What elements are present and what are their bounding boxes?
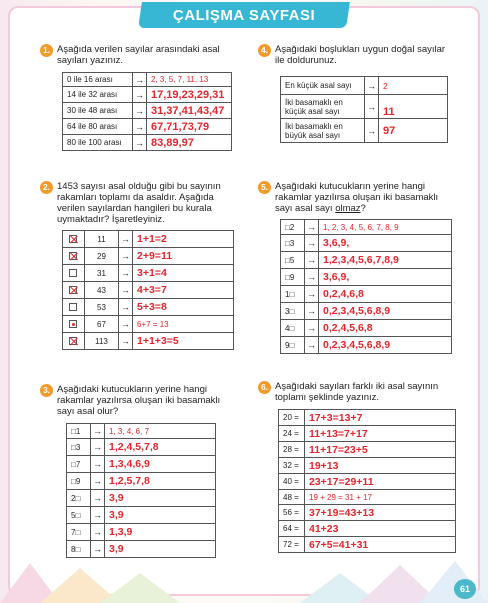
number-value: 31 — [85, 265, 119, 282]
arrow-icon: → — [91, 541, 105, 558]
row-label: 64 ile 80 arası — [63, 119, 133, 135]
question-3 — [40, 384, 245, 417]
row-label: 1□ — [281, 286, 305, 303]
arrow-icon: → — [133, 87, 147, 103]
empty-box-icon — [69, 269, 77, 277]
answer: 2 — [379, 77, 448, 95]
answer: 17,19,23,29,31 — [147, 87, 232, 103]
row-label: 2□ — [67, 490, 91, 507]
checkbox[interactable] — [63, 248, 85, 265]
row-label: □1 — [67, 424, 91, 439]
row-label: 4□ — [281, 320, 305, 337]
answer: 1+1+3=5 — [133, 333, 234, 350]
table-row — [67, 507, 216, 524]
answer: 67,71,73,79 — [147, 119, 232, 135]
row-label: 7□ — [67, 524, 91, 541]
table-row — [63, 299, 234, 316]
table-row — [279, 521, 456, 537]
answer: 4+3=7 — [133, 282, 234, 299]
table-row — [281, 320, 452, 337]
question-4 — [258, 44, 478, 66]
row-label: 48 = — [279, 490, 305, 505]
row-label: □3 — [281, 235, 305, 252]
row-label: 28 = — [279, 442, 305, 458]
arrow-icon: → — [119, 282, 133, 299]
table-row — [279, 410, 456, 426]
answer: 3+1=4 — [133, 265, 234, 282]
question-text: sayı asal olur? — [57, 406, 119, 417]
table-row — [281, 303, 452, 320]
answer: 0,2,4,6,8 — [319, 286, 452, 303]
row-label: İki basamaklı en büyük asal sayı — [281, 119, 365, 143]
number-value: 113 — [85, 333, 119, 350]
arrow-icon: → — [305, 320, 319, 337]
arrow-icon: → — [119, 333, 133, 350]
empty-box-icon — [69, 303, 77, 311]
table-row — [279, 474, 456, 490]
arrow-icon: → — [365, 77, 379, 95]
q2-table — [62, 230, 234, 350]
row-label: 3□ — [281, 303, 305, 320]
answer: 17+3=13+7 — [305, 410, 456, 426]
dot-mark-icon — [69, 320, 77, 328]
row-label: En küçük asal sayı — [281, 77, 365, 95]
question-number: 3. — [40, 384, 53, 397]
answer: 0,2,3,4,5,6,8,9 — [319, 337, 452, 354]
question-text: rakamlar yazılırsa oluşan iki basamaklı — [57, 395, 221, 406]
number-value: 67 — [85, 316, 119, 333]
arrow-icon: → — [133, 119, 147, 135]
answer: 97 — [379, 119, 448, 143]
arrow-icon: → — [133, 73, 147, 87]
row-label: 30 ile 48 arası — [63, 103, 133, 119]
arrow-icon: → — [305, 269, 319, 286]
arrow-icon: → — [91, 456, 105, 473]
checkbox[interactable] — [63, 231, 85, 248]
answer: 23+17=29+11 — [305, 474, 456, 490]
answer: 6+7 = 13 — [133, 316, 234, 333]
table-row — [279, 426, 456, 442]
table-row — [63, 316, 234, 333]
arrow-icon: → — [119, 248, 133, 265]
question-text: Aşağıdaki kutucukların yerine hangi — [275, 181, 425, 192]
row-label: 32 = — [279, 458, 305, 474]
arrow-icon: → — [305, 235, 319, 252]
row-label: İki basamaklı en küçük asal sayı — [281, 95, 365, 119]
question-text: sayı asal sayı — [275, 203, 336, 214]
table-row — [67, 439, 216, 456]
checkbox[interactable] — [63, 299, 85, 316]
table-row — [279, 490, 456, 505]
answer: 1,3,9 — [105, 524, 216, 541]
answer: 41+23 — [305, 521, 456, 537]
question-text: 1453 sayısı asal olduğu gibi bu sayının — [57, 181, 221, 192]
q1-table — [62, 72, 232, 151]
row-label: 5□ — [67, 507, 91, 524]
answer: 11+17=23+5 — [305, 442, 456, 458]
arrow-icon: → — [91, 507, 105, 524]
q4-table — [280, 76, 448, 143]
table-row — [279, 505, 456, 521]
table-row — [281, 286, 452, 303]
arrow-icon: → — [365, 119, 379, 143]
answer: 11 — [379, 95, 448, 119]
table-row — [63, 103, 232, 119]
arrow-icon: → — [91, 524, 105, 541]
answer: 2, 3, 5, 7, 11, 13 — [147, 73, 232, 87]
answer: 1,2,5,7,8 — [105, 473, 216, 490]
table-row — [67, 524, 216, 541]
answer: 11+13=7+17 — [305, 426, 456, 442]
answer: 31,37,41,43,47 — [147, 103, 232, 119]
arrow-icon: → — [133, 135, 147, 151]
row-label: 80 ile 100 arası — [63, 135, 133, 151]
row-label: 14 ile 32 arası — [63, 87, 133, 103]
table-row — [63, 87, 232, 103]
arrow-icon: → — [305, 220, 319, 235]
table-row — [281, 337, 452, 354]
answer: 37+19=43+13 — [305, 505, 456, 521]
table-row — [281, 235, 452, 252]
row-label: 72 = — [279, 537, 305, 553]
question-text: sayıları yazınız. — [57, 55, 123, 66]
question-2 — [40, 181, 245, 225]
table-row — [67, 541, 216, 558]
cross-mark-icon — [69, 337, 77, 345]
checkbox[interactable] — [63, 282, 85, 299]
row-label: 9□ — [281, 337, 305, 354]
question-text: ile doldurunuz. — [275, 55, 337, 66]
answer: 3,9 — [105, 507, 216, 524]
table-row — [67, 456, 216, 473]
row-label: 56 = — [279, 505, 305, 521]
answer: 3,9 — [105, 541, 216, 558]
checkbox[interactable] — [63, 333, 85, 350]
row-label: □2 — [281, 220, 305, 235]
question-5: 5. Aşağıdaki kutucukların yerine hangi rakamlar yazılırsa oluşan iki basamaklı sayı asal sayı olmaz? — [258, 181, 478, 214]
table-row — [63, 135, 232, 151]
answer: 1,2,4,5,7,8 — [105, 439, 216, 456]
row-label: □9 — [67, 473, 91, 490]
cross-mark-icon — [69, 235, 77, 243]
answer: 0,2,4,5,6,8 — [319, 320, 452, 337]
answer: 1,3,4,6,9 — [105, 456, 216, 473]
row-label: 24 = — [279, 426, 305, 442]
arrow-icon: → — [91, 439, 105, 456]
row-label: □3 — [67, 439, 91, 456]
row-label: 0 ile 16 arası — [63, 73, 133, 87]
question-1 — [40, 44, 240, 66]
number-value: 11 — [85, 231, 119, 248]
question-text-underlined: olmaz — [335, 203, 361, 214]
title-banner — [138, 2, 350, 28]
q5-table — [280, 219, 452, 354]
arrow-icon: → — [91, 473, 105, 490]
question-text: Aşağıda verilen sayılar arasındaki asal — [57, 44, 220, 55]
arrow-icon: → — [119, 316, 133, 333]
checkbox[interactable] — [63, 265, 85, 282]
question-number: 4. — [258, 44, 271, 57]
row-label: □9 — [281, 269, 305, 286]
table-row — [281, 95, 448, 119]
arrow-icon: → — [305, 303, 319, 320]
answer: 3,6,9, — [319, 235, 452, 252]
table-row — [281, 77, 448, 95]
answer: 1, 3, 4, 6, 7 — [105, 424, 216, 439]
table-row — [279, 442, 456, 458]
table-row — [281, 269, 452, 286]
question-6 — [258, 381, 478, 403]
question-text: Aşağıdaki kutucukların yerine hangi — [57, 384, 207, 395]
row-label: □5 — [281, 252, 305, 269]
number-value: 53 — [85, 299, 119, 316]
answer: 5+3=8 — [133, 299, 234, 316]
table-row — [67, 424, 216, 439]
table-row — [281, 119, 448, 143]
question-text: Aşağıdaki sayıları farklı iki asal sayının — [275, 381, 439, 392]
arrow-icon: → — [305, 337, 319, 354]
q3-table — [66, 423, 216, 558]
table-row — [281, 252, 452, 269]
question-text: uymaktadır? İşaretleyiniz. — [57, 214, 165, 225]
page-number: 61 — [454, 579, 476, 599]
answer: 83,89,97 — [147, 135, 232, 151]
arrow-icon: → — [91, 490, 105, 507]
q6-table — [278, 409, 456, 553]
cross-mark-icon — [69, 286, 77, 294]
row-label: 20 = — [279, 410, 305, 426]
answer: 3,6,9, — [319, 269, 452, 286]
number-value: 29 — [85, 248, 119, 265]
arrow-icon: → — [365, 95, 379, 119]
table-row — [63, 119, 232, 135]
answer: 67+5=41+31 — [305, 537, 456, 553]
answer: 1, 2, 3, 4, 5, 6, 7, 8, 9 — [319, 220, 452, 235]
answer: 3,9 — [105, 490, 216, 507]
table-row — [67, 490, 216, 507]
question-number: 2. — [40, 181, 53, 194]
table-row — [67, 473, 216, 490]
cross-mark-icon — [69, 252, 77, 260]
question-text: verilen sayılardan hangileri bu kurala — [57, 203, 212, 214]
row-label: 64 = — [279, 521, 305, 537]
page-title: ÇALIŞMA SAYFASI — [172, 6, 316, 24]
answer: 19+13 — [305, 458, 456, 474]
row-label: 40 = — [279, 474, 305, 490]
question-text: rakamlar yazılırsa oluşan iki basamaklı — [275, 192, 439, 203]
question-text: rakamları toplamı da asaldır. Aşağıda — [57, 192, 214, 203]
table-row — [63, 73, 232, 87]
table-row — [279, 458, 456, 474]
checkbox[interactable] — [63, 316, 85, 333]
arrow-icon: → — [119, 231, 133, 248]
answer: 1,2,3,4,5,6,7,8,9 — [319, 252, 452, 269]
table-row — [63, 248, 234, 265]
answer: 1+1=2 — [133, 231, 234, 248]
row-label: □7 — [67, 456, 91, 473]
table-row — [63, 333, 234, 350]
table-row — [63, 231, 234, 248]
answer: 19 + 29 = 31 + 17 — [305, 490, 456, 505]
answer: 2+9=11 — [133, 248, 234, 265]
question-number: 6. — [258, 381, 271, 394]
arrow-icon: → — [305, 286, 319, 303]
arrow-icon: → — [91, 424, 105, 439]
number-value: 43 — [85, 282, 119, 299]
table-row — [279, 537, 456, 553]
question-number: 5. — [258, 181, 271, 194]
table-row — [281, 220, 452, 235]
table-row — [63, 282, 234, 299]
arrow-icon: → — [133, 103, 147, 119]
row-label: 8□ — [67, 541, 91, 558]
question-text: Aşağıdaki boşlukları uygun doğal sayılar — [275, 44, 446, 55]
arrow-icon: → — [119, 299, 133, 316]
arrow-icon: → — [119, 265, 133, 282]
question-text: toplamı şeklinde yazınız. — [275, 392, 380, 403]
arrow-icon: → — [305, 252, 319, 269]
table-row — [63, 265, 234, 282]
question-number: 1. — [40, 44, 53, 57]
answer: 0,2,3,4,5,6,8,9 — [319, 303, 452, 320]
